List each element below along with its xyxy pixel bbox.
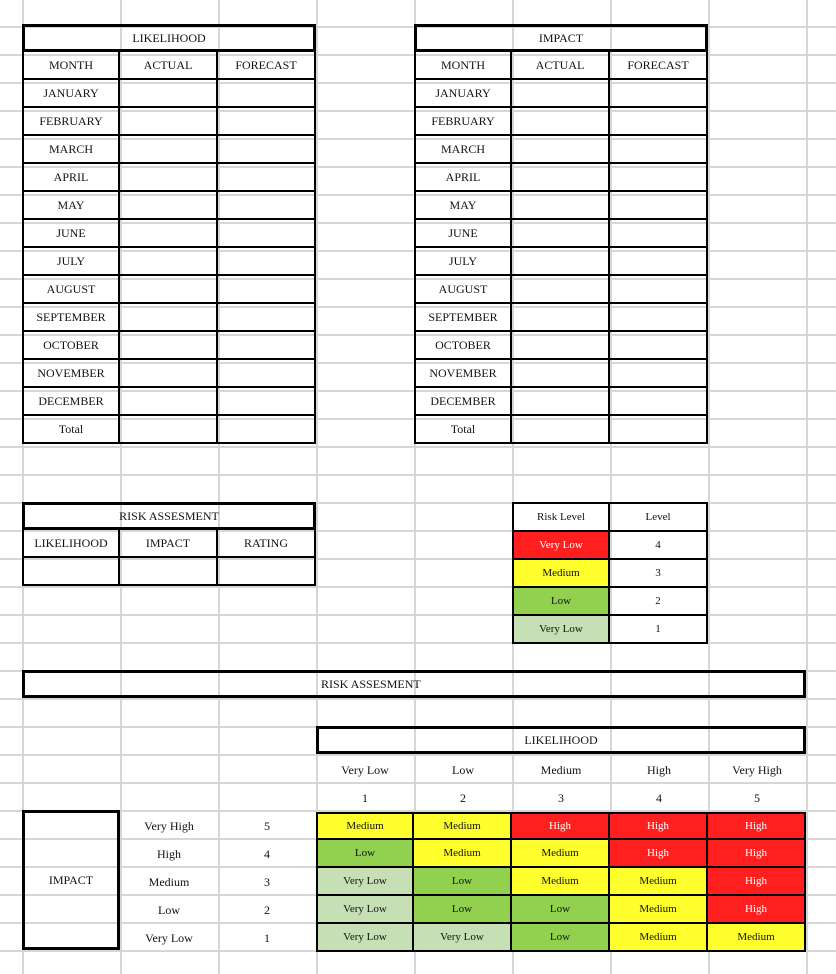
likelihood-table-actual-cell[interactable] bbox=[120, 276, 218, 304]
likelihood-table-month-cell: FEBRUARY bbox=[22, 108, 120, 136]
matrix-cell: High bbox=[708, 868, 806, 896]
likelihood-table-forecast-cell[interactable] bbox=[218, 80, 316, 108]
likelihood-table-month-cell: MARCH bbox=[22, 136, 120, 164]
likelihood-table-forecast-cell[interactable] bbox=[218, 388, 316, 416]
likelihood-table-actual-cell[interactable] bbox=[120, 80, 218, 108]
grid-row-line bbox=[0, 446, 836, 448]
likelihood-label: Very Low bbox=[341, 762, 389, 777]
likelihood-table-forecast-cell[interactable] bbox=[218, 332, 316, 360]
impact-table-month-cell: AUGUST bbox=[414, 276, 512, 304]
matrix-cell: Medium bbox=[610, 896, 708, 924]
likelihood-number: 4 bbox=[656, 790, 662, 805]
matrix-cell: Low bbox=[512, 924, 610, 952]
impact-table-actual-cell[interactable] bbox=[512, 136, 610, 164]
likelihood-table-forecast-cell[interactable] bbox=[218, 136, 316, 164]
likelihood-table-month-cell: DECEMBER bbox=[22, 388, 120, 416]
matrix-cell: Low bbox=[414, 896, 512, 924]
impact-label: Low bbox=[158, 902, 180, 917]
impact-table-forecast-cell[interactable] bbox=[610, 108, 708, 136]
risk-level-value: 1 bbox=[610, 616, 708, 644]
impact-table-month-cell: MAY bbox=[414, 192, 512, 220]
risk-assessment-header: RATING bbox=[218, 530, 316, 558]
risk-assessment-title: RISK ASSESMENT bbox=[22, 502, 316, 530]
impact-label: Very Low bbox=[145, 930, 193, 945]
risk-assessment-input-cell[interactable] bbox=[22, 558, 120, 586]
matrix-cell: Very Low bbox=[414, 924, 512, 952]
impact-table-forecast-cell[interactable] bbox=[610, 388, 708, 416]
impact-table-month-cell: DECEMBER bbox=[414, 388, 512, 416]
likelihood-label: Medium bbox=[540, 762, 582, 777]
risk-level-swatch: Very Low bbox=[512, 532, 610, 560]
impact-table-forecast-cell[interactable] bbox=[610, 164, 708, 192]
risk-level-value: 3 bbox=[610, 560, 708, 588]
impact-table-header-actual: ACTUAL bbox=[512, 52, 610, 80]
likelihood-table-month-cell: SEPTEMBER bbox=[22, 304, 120, 332]
grid-column-line bbox=[806, 0, 808, 974]
risk-assessment-input-cell[interactable] bbox=[218, 558, 316, 586]
likelihood-table-actual-cell[interactable] bbox=[120, 108, 218, 136]
impact-table-forecast-cell[interactable] bbox=[610, 192, 708, 220]
level-header: Level bbox=[610, 502, 708, 532]
impact-table-forecast-cell[interactable] bbox=[610, 136, 708, 164]
impact-table-actual-cell[interactable] bbox=[512, 304, 610, 332]
likelihood-number: 5 bbox=[754, 790, 760, 805]
impact-table-month-cell: SEPTEMBER bbox=[414, 304, 512, 332]
matrix-cell: High bbox=[708, 840, 806, 868]
impact-table-forecast-cell[interactable] bbox=[610, 332, 708, 360]
risk-level-swatch: Very Low bbox=[512, 616, 610, 644]
matrix-cell: High bbox=[512, 812, 610, 840]
likelihood-table-header-actual: ACTUAL bbox=[120, 52, 218, 80]
likelihood-table-month-cell: Total bbox=[22, 416, 120, 444]
likelihood-table-forecast-cell[interactable] bbox=[218, 416, 316, 444]
grid-row-line bbox=[0, 614, 836, 616]
impact-table-actual-cell[interactable] bbox=[512, 248, 610, 276]
likelihood-table-forecast-cell[interactable] bbox=[218, 192, 316, 220]
matrix-cell: High bbox=[610, 840, 708, 868]
impact-label: Medium bbox=[148, 874, 190, 889]
likelihood-table-header-month: MONTH bbox=[22, 52, 120, 80]
likelihood-table-actual-cell[interactable] bbox=[120, 192, 218, 220]
risk-matrix-banner: RISK ASSESMENT bbox=[22, 670, 806, 698]
matrix-cell: Low bbox=[512, 896, 610, 924]
impact-table-forecast-cell[interactable] bbox=[610, 220, 708, 248]
matrix-cell: Medium bbox=[708, 924, 806, 952]
impact-table-forecast-cell[interactable] bbox=[610, 416, 708, 444]
impact-table-actual-cell[interactable] bbox=[512, 220, 610, 248]
grid-row-line bbox=[0, 474, 836, 476]
likelihood-table-forecast-cell[interactable] bbox=[218, 276, 316, 304]
impact-table-header-forecast: FORECAST bbox=[610, 52, 708, 80]
risk-assessment-header: IMPACT bbox=[120, 530, 218, 558]
impact-number: 4 bbox=[264, 846, 270, 861]
likelihood-table-forecast-cell[interactable] bbox=[218, 304, 316, 332]
impact-table-actual-cell[interactable] bbox=[512, 108, 610, 136]
impact-table-month-cell: JULY bbox=[414, 248, 512, 276]
likelihood-table-month-cell: OCTOBER bbox=[22, 332, 120, 360]
impact-table-actual-cell[interactable] bbox=[512, 192, 610, 220]
impact-table-month-cell: JANUARY bbox=[414, 80, 512, 108]
risk-level-header: Risk Level bbox=[512, 502, 610, 532]
impact-table-forecast-cell[interactable] bbox=[610, 276, 708, 304]
likelihood-table-month-cell: AUGUST bbox=[22, 276, 120, 304]
risk-level-swatch: Medium bbox=[512, 560, 610, 588]
likelihood-table-title: LIKELIHOOD bbox=[22, 24, 316, 52]
likelihood-number: 1 bbox=[362, 790, 368, 805]
impact-table-month-cell: JUNE bbox=[414, 220, 512, 248]
matrix-cell: Very Low bbox=[316, 924, 414, 952]
matrix-cell: Low bbox=[414, 868, 512, 896]
impact-table-month-cell: MARCH bbox=[414, 136, 512, 164]
likelihood-table-actual-cell[interactable] bbox=[120, 136, 218, 164]
likelihood-table-forecast-cell[interactable] bbox=[218, 360, 316, 388]
impact-table-actual-cell[interactable] bbox=[512, 80, 610, 108]
impact-table-month-cell: Total bbox=[414, 416, 512, 444]
impact-table-actual-cell[interactable] bbox=[512, 164, 610, 192]
likelihood-table-actual-cell[interactable] bbox=[120, 388, 218, 416]
impact-table-actual-cell[interactable] bbox=[512, 416, 610, 444]
impact-number: 3 bbox=[264, 874, 270, 889]
likelihood-label: Very High bbox=[732, 762, 782, 777]
impact-number: 1 bbox=[264, 930, 270, 945]
likelihood-table-month-cell: NOVEMBER bbox=[22, 360, 120, 388]
matrix-cell: Medium bbox=[414, 840, 512, 868]
likelihood-table-forecast-cell[interactable] bbox=[218, 248, 316, 276]
matrix-cell: High bbox=[708, 896, 806, 924]
impact-table-actual-cell[interactable] bbox=[512, 276, 610, 304]
likelihood-table-forecast-cell[interactable] bbox=[218, 164, 316, 192]
impact-table-month-cell: FEBRUARY bbox=[414, 108, 512, 136]
likelihood-table-actual-cell[interactable] bbox=[120, 416, 218, 444]
matrix-cell: Medium bbox=[414, 812, 512, 840]
likelihood-table-actual-cell[interactable] bbox=[120, 304, 218, 332]
matrix-cell: High bbox=[610, 812, 708, 840]
likelihood-table-month-cell: APRIL bbox=[22, 164, 120, 192]
impact-label: Very High bbox=[144, 818, 194, 833]
risk-assessment-input-cell[interactable] bbox=[120, 558, 218, 586]
likelihood-number: 2 bbox=[460, 790, 466, 805]
impact-table-month-cell: OCTOBER bbox=[414, 332, 512, 360]
likelihood-table-month-cell: JUNE bbox=[22, 220, 120, 248]
grid-row-line bbox=[0, 698, 836, 700]
likelihood-table-month-cell: JANUARY bbox=[22, 80, 120, 108]
matrix-cell: Medium bbox=[610, 924, 708, 952]
likelihood-label: High bbox=[647, 762, 671, 777]
impact-table-month-cell: APRIL bbox=[414, 164, 512, 192]
likelihood-table-actual-cell[interactable] bbox=[120, 332, 218, 360]
impact-table-forecast-cell[interactable] bbox=[610, 360, 708, 388]
impact-table-header-month: MONTH bbox=[414, 52, 512, 80]
matrix-cell: Low bbox=[316, 840, 414, 868]
impact-table-forecast-cell[interactable] bbox=[610, 304, 708, 332]
impact-table-forecast-cell[interactable] bbox=[610, 248, 708, 276]
grid-row-line bbox=[0, 586, 836, 588]
impact-table-month-cell: NOVEMBER bbox=[414, 360, 512, 388]
matrix-cell: Very Low bbox=[316, 868, 414, 896]
matrix-impact-title: IMPACT bbox=[22, 810, 120, 950]
likelihood-table-month-cell: MAY bbox=[22, 192, 120, 220]
matrix-cell: Medium bbox=[316, 812, 414, 840]
likelihood-table-forecast-cell[interactable] bbox=[218, 108, 316, 136]
risk-level-value: 2 bbox=[610, 588, 708, 616]
impact-table-title: IMPACT bbox=[414, 24, 708, 52]
matrix-cell: High bbox=[708, 812, 806, 840]
impact-number: 5 bbox=[264, 818, 270, 833]
likelihood-table-actual-cell[interactable] bbox=[120, 220, 218, 248]
impact-table-forecast-cell[interactable] bbox=[610, 80, 708, 108]
matrix-cell: Medium bbox=[512, 840, 610, 868]
likelihood-table-forecast-cell[interactable] bbox=[218, 220, 316, 248]
likelihood-label: Low bbox=[452, 762, 474, 777]
matrix-cell: Medium bbox=[610, 868, 708, 896]
matrix-likelihood-title: LIKELIHOOD bbox=[316, 726, 806, 754]
impact-number: 2 bbox=[264, 902, 270, 917]
likelihood-number: 3 bbox=[558, 790, 564, 805]
risk-assessment-header: LIKELIHOOD bbox=[22, 530, 120, 558]
impact-table-actual-cell[interactable] bbox=[512, 332, 610, 360]
risk-level-value: 4 bbox=[610, 532, 708, 560]
likelihood-table-actual-cell[interactable] bbox=[120, 360, 218, 388]
likelihood-table-actual-cell[interactable] bbox=[120, 248, 218, 276]
matrix-cell: Medium bbox=[512, 868, 610, 896]
matrix-cell: Very Low bbox=[316, 896, 414, 924]
likelihood-table-header-forecast: FORECAST bbox=[218, 52, 316, 80]
impact-table-actual-cell[interactable] bbox=[512, 360, 610, 388]
grid-row-line bbox=[0, 642, 836, 644]
likelihood-table-actual-cell[interactable] bbox=[120, 164, 218, 192]
risk-level-swatch: Low bbox=[512, 588, 610, 616]
likelihood-table-month-cell: JULY bbox=[22, 248, 120, 276]
impact-label: High bbox=[157, 846, 181, 861]
impact-table-actual-cell[interactable] bbox=[512, 388, 610, 416]
